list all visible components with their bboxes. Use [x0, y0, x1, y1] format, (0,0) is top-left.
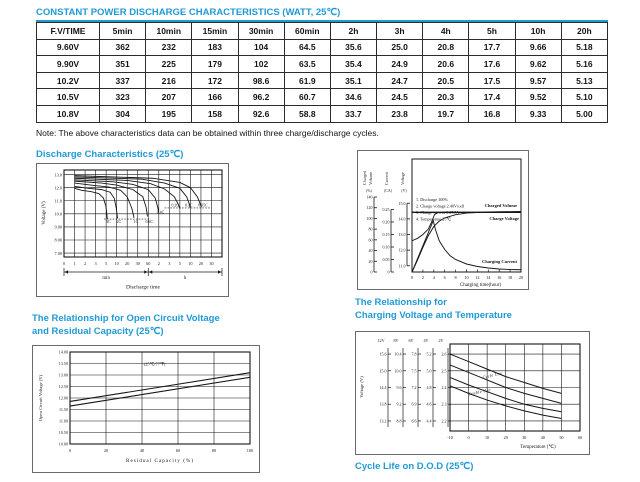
table-cell: 17.7 — [469, 39, 515, 56]
table-cell: 337 — [100, 72, 146, 89]
table-header-cell: 4h — [423, 23, 469, 40]
table-cell: 179 — [192, 56, 238, 73]
svg-text:0.2C: 0.2C — [171, 203, 179, 208]
charging-voltage-temperature-chart — [355, 331, 590, 455]
svg-text:12.0: 12.0 — [398, 247, 406, 253]
table-cell: 25.0 — [377, 39, 423, 56]
charging-characteristics-chart — [357, 150, 529, 290]
svg-text:10.0: 10.0 — [54, 211, 62, 217]
discharge-chart-svg — [37, 164, 227, 295]
table-cell: 19.7 — [423, 105, 469, 122]
table-row — [37, 105, 608, 122]
table-cell: 195 — [146, 105, 192, 122]
svg-text:2: 2 — [421, 275, 424, 280]
table-cell: 23.8 — [377, 105, 423, 122]
table-cell: 9.57 — [515, 72, 561, 89]
svg-text:0.1C: 0.1C — [185, 203, 193, 208]
svg-text:10.0: 10.0 — [394, 368, 402, 374]
svg-text:2.6: 2.6 — [441, 351, 447, 357]
svg-text:2.5: 2.5 — [441, 368, 447, 374]
table-header-cell: 60min — [284, 23, 330, 40]
svg-text:12.00: 12.00 — [58, 395, 68, 401]
table-header-cell: 20h — [561, 23, 607, 40]
svg-text:20: 20 — [503, 435, 508, 440]
svg-text:1C: 1C — [133, 219, 139, 224]
svg-text:40: 40 — [540, 435, 545, 440]
table-cell: 17.6 — [469, 56, 515, 73]
svg-text:1. Discharge 100%: 1. Discharge 100% — [416, 197, 448, 202]
svg-text:10: 10 — [114, 261, 119, 266]
svg-text:Trickle Use: Trickle Use — [467, 387, 492, 397]
svg-text:15.6: 15.6 — [379, 351, 387, 357]
table-cell: 96.2 — [238, 89, 284, 106]
svg-text:2.4: 2.4 — [441, 385, 447, 390]
table-note: Note: The above characteristics data can be obtained within three charge/discharge cycles. — [36, 128, 379, 138]
svg-text:8.8: 8.8 — [396, 418, 402, 424]
table-row — [37, 72, 608, 89]
table-cell: 24.7 — [377, 72, 423, 89]
svg-text:min: min — [102, 276, 110, 281]
svg-text:20: 20 — [518, 275, 524, 280]
svg-text:50: 50 — [559, 435, 564, 440]
table-cell: 5.13 — [561, 72, 607, 89]
table-cell: 20.6 — [423, 56, 469, 73]
svg-text:4.8: 4.8 — [426, 385, 432, 390]
svg-text:9.2: 9.2 — [396, 401, 402, 407]
table-cell: 9.60V — [37, 39, 100, 56]
table-cell: 10.8V — [37, 105, 100, 122]
svg-text:4V: 4V — [423, 338, 429, 343]
table-cell: 323 — [100, 89, 146, 106]
svg-text:2.2: 2.2 — [441, 418, 447, 424]
charge-temp-title-line1: The Relationship for — [355, 297, 447, 308]
svg-text:100: 100 — [246, 448, 254, 453]
table-cell: 20.8 — [423, 39, 469, 56]
table-cell: 104 — [238, 39, 284, 56]
svg-text:Cycle Use: Cycle Use — [481, 370, 503, 380]
svg-text:0: 0 — [467, 435, 470, 440]
svg-text:2: 2 — [83, 261, 87, 266]
svg-text:Volume: Volume — [368, 172, 373, 185]
svg-text:3C: 3C — [106, 219, 111, 224]
table-cell: 232 — [146, 39, 192, 56]
table-cell: 351 — [100, 56, 146, 73]
svg-text:12.50: 12.50 — [58, 384, 68, 390]
svg-text:7.8: 7.8 — [411, 351, 417, 357]
svg-text:13.0: 13.0 — [54, 172, 62, 178]
table-row — [37, 89, 608, 106]
svg-text:15.0: 15.0 — [379, 368, 387, 374]
svg-text:13.0: 13.0 — [398, 232, 406, 237]
table-header-cell: 10min — [146, 23, 192, 40]
table-cell: 61.9 — [284, 72, 330, 89]
charging-chart-svg — [358, 151, 527, 288]
table-cell: 10.2V — [37, 72, 100, 89]
svg-text:0.4C: 0.4C — [156, 210, 165, 215]
svg-text:7.5: 7.5 — [411, 368, 417, 374]
svg-text:0.6C: 0.6C — [145, 219, 153, 224]
table-cell: 63.5 — [284, 56, 330, 73]
svg-text:0: 0 — [68, 448, 72, 453]
svg-text:2: 2 — [157, 261, 160, 266]
page-title: CONSTANT POWER DISCHARGE CHARACTERISTICS (WATT, 25℃) — [36, 6, 608, 22]
table-cell: 158 — [192, 105, 238, 122]
svg-text:Charged Volume: Charged Volume — [484, 203, 517, 208]
svg-text:-10: -10 — [447, 435, 453, 440]
svg-text:7.00: 7.00 — [54, 250, 62, 256]
ocv-residual-capacity-chart — [32, 345, 260, 473]
svg-text:0.10: 0.10 — [382, 244, 390, 250]
svg-text:0.20: 0.20 — [382, 219, 390, 225]
table-cell: 98.6 — [238, 72, 284, 89]
svg-text:40: 40 — [368, 248, 373, 254]
svg-text:15.0: 15.0 — [398, 200, 406, 206]
svg-text:3: 3 — [168, 261, 171, 266]
svg-text:14.0: 14.0 — [398, 216, 406, 222]
svg-text:(25℃/77℉): (25℃/77℉) — [143, 361, 166, 367]
svg-text:1: 1 — [73, 261, 76, 266]
ocv-chart-title — [32, 312, 272, 338]
svg-text:10: 10 — [188, 261, 193, 266]
table-cell: 362 — [100, 39, 146, 56]
table-cell: 60.7 — [284, 89, 330, 106]
svg-text:2. Charge voltage 2.40V/cell: 2. Charge voltage 2.40V/cell — [416, 203, 465, 209]
table-header-cell: 5min — [100, 23, 146, 40]
svg-text:13.00: 13.00 — [58, 372, 68, 378]
svg-text:9.6: 9.6 — [396, 385, 402, 390]
table-cell: 20.3 — [423, 89, 469, 106]
table-header-cell: 30min — [238, 23, 284, 40]
table-cell: 20.5 — [423, 72, 469, 89]
svg-text:0.15: 0.15 — [382, 232, 390, 237]
svg-text:40: 40 — [139, 448, 145, 453]
svg-text:5.0: 5.0 — [426, 368, 432, 374]
table-header-cell: 15min — [192, 23, 238, 40]
table-cell: 35.4 — [330, 56, 376, 73]
table-cell: 33.7 — [330, 105, 376, 122]
svg-text:0.25: 0.25 — [382, 207, 390, 212]
svg-text:0: 0 — [62, 261, 66, 266]
svg-text:12.0: 12.0 — [54, 185, 62, 191]
table-cell: 207 — [146, 89, 192, 106]
cycle-life-title: Cycle Life on D.O.D (25℃) — [355, 461, 474, 472]
table-header-cell: 5h — [469, 23, 515, 40]
table-header-row — [37, 23, 608, 40]
svg-text:5: 5 — [178, 261, 181, 266]
svg-text:2V: 2V — [438, 338, 444, 343]
svg-text:h: h — [183, 276, 187, 281]
svg-text:Charged: Charged — [362, 170, 367, 185]
ocv-chart-svg — [33, 346, 258, 471]
svg-text:3. Charge current 0.25CA: 3. Charge current 0.25CA — [416, 210, 460, 215]
table-cell: 35.6 — [330, 39, 376, 56]
table-cell: 64.5 — [284, 39, 330, 56]
svg-text:120: 120 — [366, 205, 373, 211]
table-cell: 24.9 — [377, 56, 423, 73]
table-cell: 16.8 — [469, 105, 515, 122]
charge-temp-chart-title — [355, 296, 595, 322]
table-cell: 24.5 — [377, 89, 423, 106]
svg-text:100: 100 — [366, 215, 373, 221]
svg-text:11.0: 11.0 — [398, 263, 406, 269]
table-cell: 102 — [238, 56, 284, 73]
svg-text:16: 16 — [497, 275, 502, 280]
svg-text:6V: 6V — [408, 338, 414, 343]
svg-text:2.3: 2.3 — [441, 401, 447, 407]
svg-text:9.00: 9.00 — [54, 224, 62, 230]
svg-text:Voltage (V): Voltage (V) — [42, 201, 47, 225]
table-cell: 5.10 — [561, 89, 607, 106]
table-cell: 58.8 — [284, 105, 330, 122]
table-cell: 304 — [100, 105, 146, 122]
table-cell: 92.6 — [238, 105, 284, 122]
svg-text:8.00: 8.00 — [54, 237, 62, 243]
svg-text:10: 10 — [485, 435, 490, 440]
svg-text:10.50: 10.50 — [58, 430, 68, 436]
table-cell: 17.4 — [469, 89, 515, 106]
table-header-cell: F.V/TIME — [37, 23, 100, 40]
svg-text:20: 20 — [368, 258, 373, 264]
table-header-cell: 10h — [515, 23, 561, 40]
svg-text:14: 14 — [486, 275, 491, 280]
svg-text:Temperature (℃): Temperature (℃) — [520, 445, 556, 450]
svg-text:0.05: 0.05 — [382, 257, 390, 262]
svg-text:8: 8 — [454, 275, 457, 280]
svg-text:11.0: 11.0 — [54, 198, 62, 204]
svg-text:14.4: 14.4 — [379, 385, 387, 390]
table-row — [37, 39, 608, 56]
svg-text:(%): (%) — [366, 189, 372, 193]
table-cell: 17.5 — [469, 72, 515, 89]
table-cell: 166 — [192, 89, 238, 106]
svg-text:60: 60 — [577, 435, 583, 440]
svg-text:60: 60 — [175, 448, 181, 453]
svg-text:0: 0 — [410, 275, 414, 280]
svg-text:5: 5 — [105, 261, 108, 266]
svg-text:Charging time(hour): Charging time(hour) — [459, 283, 502, 288]
table-cell: 9.62 — [515, 56, 561, 73]
ocv-chart-title-line1: The Relationship for Open Circuit Voltage — [32, 313, 220, 324]
table-cell: 5.18 — [561, 39, 607, 56]
table-cell: 9.66 — [515, 39, 561, 56]
ocv-chart-title-line2: and Residual Capacity (25℃) — [32, 326, 164, 337]
svg-text:3: 3 — [94, 261, 97, 266]
table-header-cell: 2h — [330, 23, 376, 40]
table-header-cell: 3h — [377, 23, 423, 40]
svg-text:11.00: 11.00 — [58, 418, 68, 424]
svg-text:60: 60 — [146, 261, 151, 266]
table-cell: 34.6 — [330, 89, 376, 106]
svg-text:6: 6 — [443, 275, 446, 280]
constant-power-discharge-table — [36, 22, 608, 123]
svg-text:18: 18 — [508, 275, 513, 280]
svg-text:4.6: 4.6 — [426, 401, 432, 407]
svg-text:0.05C: 0.05C — [198, 203, 208, 208]
svg-text:4: 4 — [432, 275, 435, 280]
table-cell: 172 — [192, 72, 238, 89]
table-cell: 9.52 — [515, 89, 561, 106]
svg-text:Open Circuit Voltage (V): Open Circuit Voltage (V) — [38, 374, 43, 422]
svg-text:140: 140 — [366, 194, 373, 200]
svg-text:60: 60 — [368, 237, 373, 243]
table-cell: 225 — [146, 56, 192, 73]
svg-text:(CA): (CA) — [384, 189, 392, 193]
table-cell: 10.5V — [37, 89, 100, 106]
svg-text:10: 10 — [464, 275, 469, 280]
svg-text:Discharge time: Discharge time — [126, 284, 160, 291]
svg-text:5.2: 5.2 — [426, 351, 432, 357]
svg-text:13.50: 13.50 — [58, 361, 68, 367]
svg-text:Charge Voltage: Charge Voltage — [489, 216, 519, 221]
svg-text:Residual Capacity (%): Residual Capacity (%) — [126, 458, 194, 464]
svg-text:4.4: 4.4 — [426, 418, 432, 424]
svg-text:2C: 2C — [116, 219, 122, 224]
svg-text:(V): (V) — [401, 189, 407, 193]
table-cell: 5.00 — [561, 105, 607, 122]
table-row — [37, 56, 608, 73]
table-cell: 9.90V — [37, 56, 100, 73]
charge-temp-chart-svg — [356, 332, 588, 453]
svg-text:13.2: 13.2 — [379, 418, 387, 424]
charge-temp-title-line2: Charging Voltage and Temperature — [355, 310, 512, 321]
svg-text:8V: 8V — [393, 338, 399, 343]
table-cell: 9.33 — [515, 105, 561, 122]
svg-text:0: 0 — [370, 269, 373, 275]
table-cell: 5.16 — [561, 56, 607, 73]
svg-text:7.2: 7.2 — [411, 385, 417, 390]
discharge-chart-title: Discharge Characteristics (25℃) — [36, 149, 184, 160]
svg-text:Voltage (V): Voltage (V) — [359, 376, 364, 398]
svg-text:Charging Current: Charging Current — [481, 259, 517, 264]
svg-text:30: 30 — [522, 435, 527, 440]
svg-text:Current: Current — [384, 172, 389, 185]
svg-text:80: 80 — [368, 226, 373, 232]
table-cell: 35.1 — [330, 72, 376, 89]
svg-text:13.8: 13.8 — [379, 401, 387, 407]
svg-text:Voltage: Voltage — [400, 172, 405, 185]
svg-text:11.50: 11.50 — [58, 407, 68, 413]
svg-text:80: 80 — [211, 448, 217, 453]
table-cell: 216 — [146, 72, 192, 89]
svg-text:14.00: 14.00 — [58, 349, 68, 355]
svg-text:4. Temperature 25℃: 4. Temperature 25℃ — [416, 216, 452, 222]
svg-text:20: 20 — [125, 261, 130, 266]
svg-text:10.4: 10.4 — [394, 351, 402, 357]
svg-text:20: 20 — [198, 261, 204, 266]
svg-text:30: 30 — [135, 261, 140, 266]
svg-text:30: 30 — [209, 261, 214, 266]
svg-text:0: 0 — [387, 269, 390, 275]
discharge-characteristics-chart — [36, 163, 229, 297]
table-cell: 183 — [192, 39, 238, 56]
svg-text:12V: 12V — [377, 338, 385, 343]
svg-text:12: 12 — [475, 275, 480, 280]
svg-text:6.6: 6.6 — [411, 418, 417, 424]
svg-text:10.00: 10.00 — [58, 441, 68, 447]
svg-text:20: 20 — [103, 448, 109, 453]
svg-text:6.9: 6.9 — [411, 401, 417, 407]
